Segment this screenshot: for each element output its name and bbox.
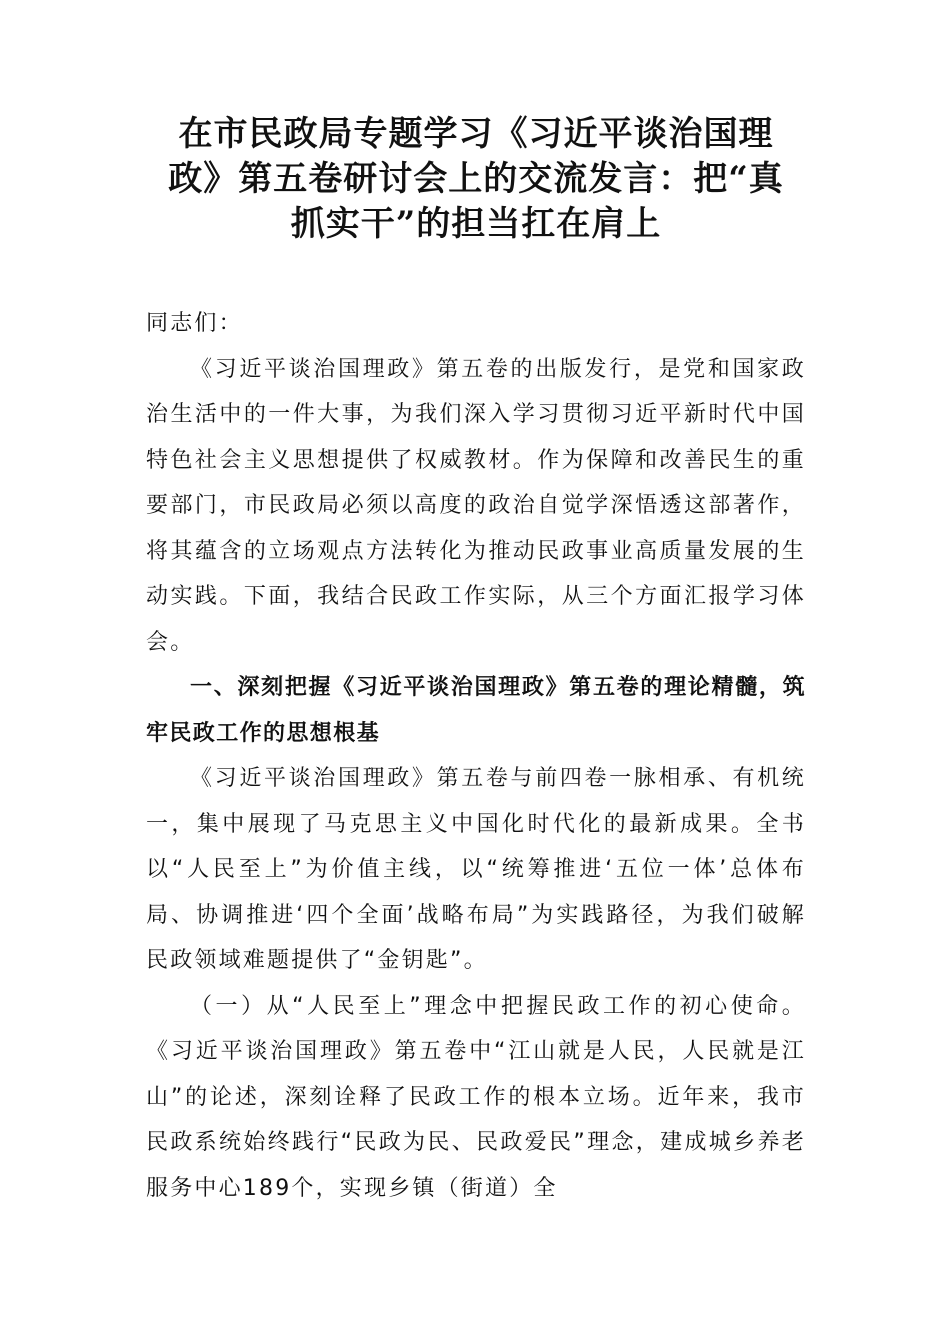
document-content	[146, 112, 806, 1211]
section-1-paragraph: 《习近平谈治国理政》第五卷与前四卷一脉相承、有机统一，集中展现了马克思主义中国化时代化的最新成果。全书以“人民至上”为价值主线，以“统筹推进‘五位一体’总体布局、协调推进‘四个全面’战略布局”为实践路径，为我们破解民政领域难题提供了“金钥匙”。	[146, 766, 806, 973]
title-line-1: 在市民政局专题学习《习近平谈治国理	[178, 114, 774, 154]
document-title	[146, 112, 806, 247]
salutation: 同志们：	[146, 311, 243, 336]
title-line-2: 政》第五卷研讨会上的交流发言：把“真	[168, 159, 784, 199]
title-line-3: 抓实干”的担当扛在肩上	[290, 204, 662, 244]
document-body	[146, 301, 806, 1211]
intro-paragraph: 《习近平谈治国理政》第五卷的出版发行，是党和国家政治生活中的一件大事，为我们深入学习贯彻习近平新时代中国特色社会主义思想提供了权威教材。作为保障和改善民生的重要部门，市民政局必须以高度的政治自觉学深悟透这部著作，将其蕴含的立场观点方法转化为推动民政事业高质量发展的生动实践。下面，我结合民政工作实际，从三个方面汇报学习体会。	[146, 356, 806, 655]
subsection-1-paragraph: （一）从“人民至上”理念中把握民政工作的初心使命。《习近平谈治国理政》第五卷中“江山就是人民，人民就是江山”的论述，深刻诠释了民政工作的根本立场。近年来，我市民政系统始终践行“民政为民、民政爱民”理念，建成城乡养老服务中心189个，实现乡镇（街道）全	[146, 993, 806, 1201]
section-1-heading: 一、深刻把握《习近平谈治国理政》第五卷的理论精髓，筑牢民政工作的思想根基	[146, 675, 806, 746]
